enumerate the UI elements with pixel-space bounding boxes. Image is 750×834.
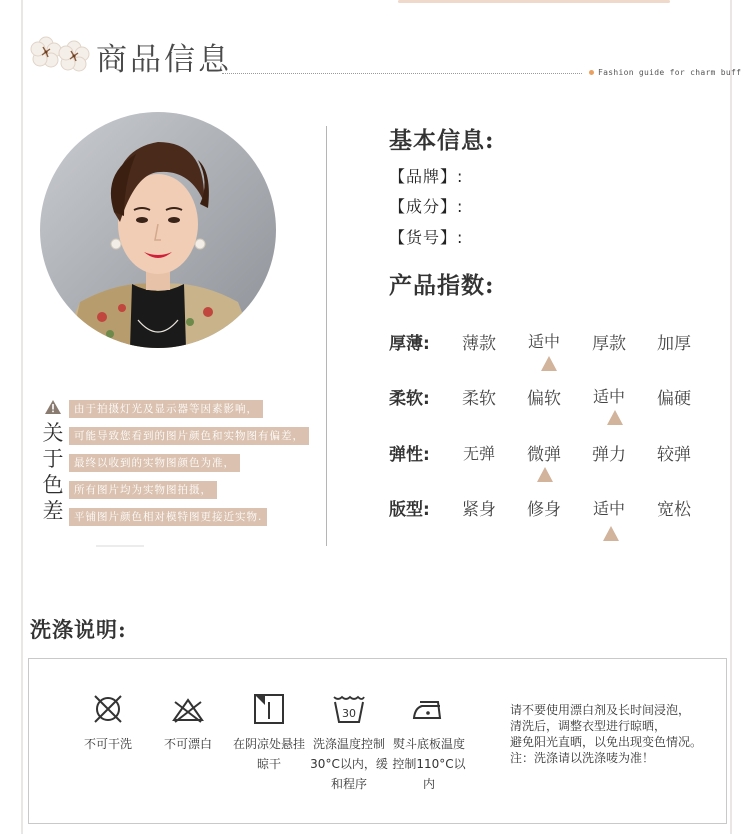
- index-option: 弹力: [592, 445, 626, 465]
- wash-label-line: 30°C以内，缓: [310, 757, 388, 771]
- color-notice-lines: [69, 400, 309, 535]
- section-title: 商品信息: [96, 42, 232, 78]
- wash-heading: 洗涤说明:: [30, 617, 127, 642]
- index-option: 厚款: [592, 334, 626, 354]
- color-notice-line: 平铺图片颜色相对模特图更接近实物.: [69, 508, 267, 526]
- index-option: 无弹: [462, 444, 495, 463]
- top-decor-bar: [398, 0, 670, 3]
- index-option-selected: 适中: [592, 387, 625, 406]
- wash-label: [145, 734, 231, 754]
- index-option: 紧身: [462, 500, 496, 520]
- iron-low-icon: [411, 692, 445, 726]
- basic-info-heading: 基本信息:: [389, 127, 495, 154]
- wash-label-line: 不可漂白: [163, 737, 212, 751]
- index-option: 较弹: [657, 445, 691, 465]
- index-option: 柔软: [462, 389, 496, 409]
- wash-label-line: 熨斗底板温度: [392, 737, 465, 751]
- model-portrait: [40, 112, 276, 348]
- right-frame-border: [730, 0, 732, 834]
- color-notice-line: 所有图片均为实物图拍摄，: [69, 481, 217, 499]
- wash-label-line: 和程序: [330, 777, 367, 791]
- product-index-heading: 产品指数:: [389, 272, 495, 299]
- index-option: 宽松: [657, 500, 691, 520]
- item-number-field: 【货号】:: [389, 228, 464, 247]
- wash-note-line: 清洗后，调整衣型进行晾晒，: [510, 719, 667, 733]
- color-notice-title: [38, 400, 68, 524]
- wash-label: [386, 734, 472, 794]
- wash-label: [226, 734, 312, 774]
- index-option: 薄款: [462, 334, 496, 354]
- fit-label: 版型:: [389, 500, 430, 520]
- wash-label-line: 晾干: [256, 757, 281, 771]
- wash-label-line: 控制110°C以: [392, 757, 466, 771]
- warning-icon: [45, 400, 61, 414]
- decor-dash: [96, 545, 144, 547]
- wash-note-line: 请不要使用漂白剂及长时间浸泡，: [510, 703, 691, 717]
- selected-marker-icon: [607, 410, 623, 425]
- color-notice-line: 最终以收到的实物图颜色为准，: [69, 454, 240, 472]
- index-option-selected: 适中: [527, 332, 560, 351]
- selected-marker-icon: [541, 356, 557, 371]
- color-notice-char: 于: [42, 447, 64, 471]
- wash-label-line: 在阴凉处悬挂: [232, 737, 305, 751]
- left-frame-border: [21, 0, 23, 834]
- index-option-selected: 微弹: [527, 445, 561, 465]
- tagline-dot-icon: [589, 70, 594, 75]
- column-divider: [326, 126, 327, 546]
- selected-marker-icon: [537, 467, 553, 482]
- wash-note: [510, 702, 725, 766]
- wash-label: [65, 734, 151, 754]
- index-option-selected: 适中: [592, 499, 625, 518]
- wash-label-line: 洗涤温度控制: [312, 737, 385, 751]
- line-dry-shade-icon: [252, 692, 286, 726]
- tagline-text: Fashion guide for charm buff: [598, 68, 742, 77]
- index-option: 修身: [527, 500, 561, 520]
- wash-temp-text: 30: [342, 707, 356, 720]
- cotton-flower-icon: [30, 36, 92, 72]
- fashion-tagline: [589, 68, 741, 77]
- wash-label-line: 不可干洗: [83, 737, 132, 751]
- thickness-label: 厚薄:: [389, 334, 430, 354]
- wash-label-line: 内: [422, 777, 435, 791]
- elasticity-label: 弹性:: [389, 445, 430, 465]
- wash-note-line: 避免阳光直晒，以免出现变色情况。: [510, 735, 703, 749]
- no-dry-clean-icon: [91, 692, 125, 726]
- index-option: 偏硬: [657, 389, 691, 409]
- wash-30-icon: [332, 692, 366, 726]
- index-option: 偏软: [527, 389, 561, 409]
- title-divider: [222, 73, 582, 74]
- index-option: 加厚: [657, 334, 691, 354]
- wash-label: [306, 734, 392, 794]
- selected-marker-icon: [603, 526, 619, 541]
- brand-field: 【品牌】:: [389, 167, 464, 186]
- color-notice-char: 关: [42, 421, 64, 445]
- color-notice-char: 差: [42, 499, 64, 523]
- color-notice-char: 色: [42, 473, 64, 497]
- color-notice-line: 由于拍摄灯光及显示器等因素影响，: [69, 400, 263, 418]
- wash-note-line: 注：洗涤请以洗涤唛为准！: [510, 751, 655, 765]
- material-field: 【成分】:: [389, 197, 464, 216]
- no-bleach-icon: [171, 692, 205, 726]
- softness-label: 柔软:: [389, 389, 430, 409]
- color-notice-line: 可能导致您看到的图片颜色和实物图有偏差，: [69, 427, 309, 445]
